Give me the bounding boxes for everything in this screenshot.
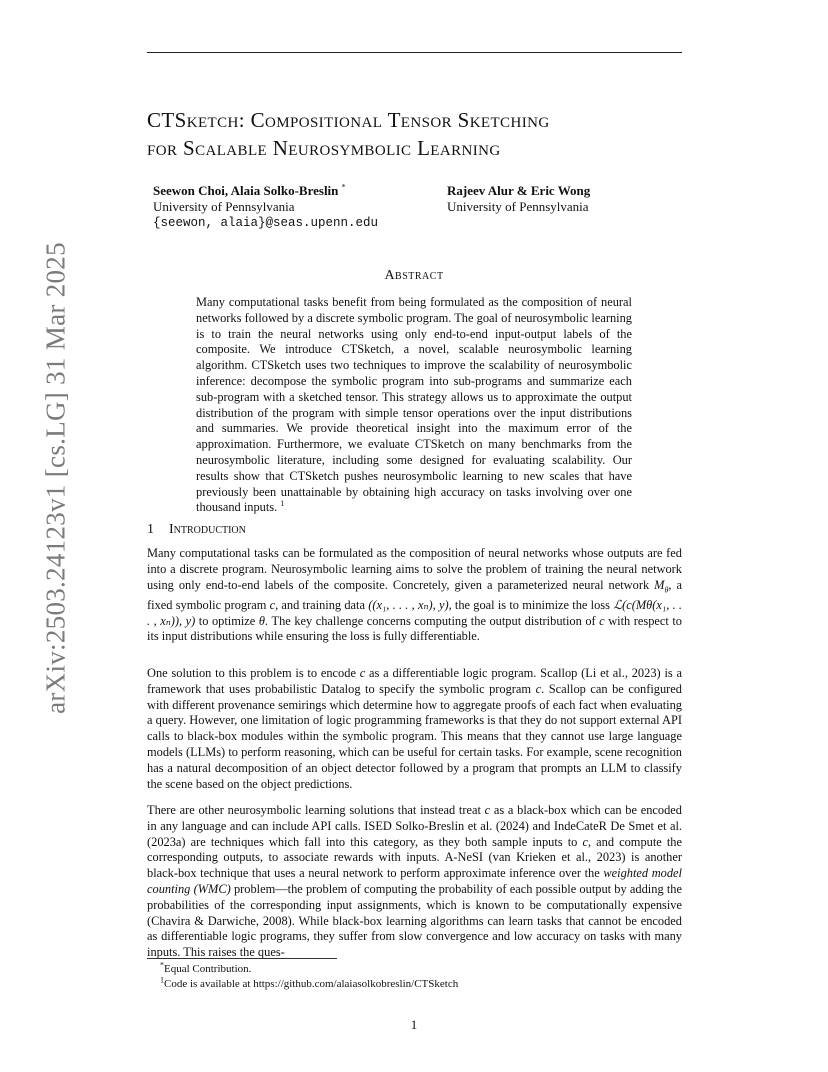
math-symbol-c: c <box>359 666 366 680</box>
author-names-right: Rajeev Alur & Eric Wong <box>447 183 591 198</box>
math-symbol-c: c <box>599 613 605 628</box>
footnote-equal-contribution <box>160 962 251 976</box>
equal-contribution-mark: * <box>341 182 346 192</box>
text-run: problem—the problem of computing the probability of each possible output by adding the probabilities of the corresponding input assignments, which is known to be computationally expensive (Chavira & Darwiche, 2008). While black-box learning algorithms can learn tasks that cannot be encoded as differentiable logic programs, they suffer from slow convergence and low accuracy on tasks with many inputs. This raises the ques- <box>147 881 682 960</box>
arxiv-identifier-stamp: arXiv:2503.24123v1 [cs.LG] 31 Mar 2025 <box>40 242 71 714</box>
math-symbol-c: c <box>582 834 588 849</box>
section-number: 1 <box>147 522 154 537</box>
math-subscript-theta: θ <box>664 585 669 595</box>
footnote-mark: 1 <box>160 975 164 985</box>
emphasis-wmc: weighted model counting (WMC) <box>147 866 682 896</box>
intro-paragraph-1 <box>147 546 682 645</box>
text-run: , and training data <box>275 597 369 612</box>
author-block-right <box>447 183 590 215</box>
text-run: , and compute the corresponding outputs, to associate rewards with inputs. A-NeSI (van Krieken et al., 2023) is another black-box technique that uses a neural network to perform approximate inference over the <box>147 834 682 881</box>
footnote-code-availability <box>160 977 458 991</box>
affiliation-left: University of Pennsylvania <box>153 199 295 214</box>
paper-title-line-1: CTSketch: Compositional Tensor Sketching <box>147 108 550 132</box>
section-title: Introduction <box>169 522 246 537</box>
abstract-footnote-ref: 1 <box>280 499 285 509</box>
footnote-rule <box>147 958 337 959</box>
text-run: to optimize <box>195 613 259 628</box>
footnote-text: Equal Contribution. <box>164 963 252 975</box>
text-run: . The key challenge concerns computing the output distribution of <box>264 613 600 628</box>
footnote-mark: * <box>160 960 164 970</box>
intro-paragraph-2 <box>147 666 682 792</box>
text-run: as a differentiable logic program. Scallop (Li et al., 2023) is a framework that uses probabilistic Datalog to specify the symbolic program <box>147 666 682 696</box>
math-symbol-c: c <box>484 803 491 817</box>
text-run: as a black-box which can be encoded in any language and can include API calls. ISED Solko-Breslin et al. (2024) and IndeCateR De Smet et al. (2023a) are techniques which fall into this category, as they both sample inputs to <box>147 803 683 849</box>
math-symbol-theta: θ <box>258 613 265 628</box>
abstract-heading: Abstract <box>384 268 444 283</box>
text-run: . Scallop can be configured with different provenance semirings which determine how to aggregate proofs of each fact when evaluating a query. However, one limitation of logic programming frameworks is that they do not support external API calls to black-box modules within the symbolic program. This means that they cannot use large language models (LLMs) to perform reasoning, which can be useful for certain tasks. For example, scene recognition has a natural decomposition of an object detector followed by a program that prompts an LLM to classify the scene based on the object predictions. <box>147 681 682 791</box>
intro-paragraph-3 <box>147 803 682 961</box>
text-run: One solution to this problem is to encode <box>147 666 360 680</box>
math-symbol-c: c <box>535 681 542 696</box>
footnote-text: Code is available at https://github.com/alaiasolkobreslin/CTSketch <box>164 978 459 990</box>
author-names-left: Seewon Choi, Alaia Solko-Breslin <box>153 183 339 198</box>
math-training-data: ((x₁, . . . , xₙ), y) <box>368 597 449 612</box>
math-symbol-M: M <box>654 577 665 592</box>
section-heading-introduction <box>147 522 246 538</box>
abstract-body-text: Many computational tasks benefit from being formulated as the composition of neural networks followed by a discrete symbolic program. The goal of neurosymbolic learning is to train the neural networks using only end-to-end input-output labels of the composite. We introduce CTSketch, a novel, scalable neurosymbolic learning algorithm. CTSketch uses two techniques to improve the scalability of neurosymbolic inference: decompose the symbolic program into sub-programs and summarize each sub-program with a sketched tensor. This strategy allows us to approximate the output distribution of the program with simple tensor operations over the input distributions and summaries. We provide theoretical insight into the maximum error of the approximation. Furthermore, we evaluate CTSketch on many benchmarks from the neurosymbolic literature, including some designed for evaluating scalability. Our results show that CTSketch pushes neurosymbolic learning to new scales that have previously been unattainable by obtaining high accuracy on tasks involving over one thousand inputs. <box>196 295 632 515</box>
title-top-rule <box>147 52 682 53</box>
text-run: , the goal is to minimize the loss <box>448 597 614 612</box>
math-symbol-c: c <box>269 597 276 612</box>
abstract-text <box>196 295 632 516</box>
text-run: There are other neurosymbolic learning solutions that instead treat <box>147 803 485 817</box>
author-block-left <box>153 183 378 231</box>
text-run: with respect to its input distributions while ensuring the loss is fully differentiable. <box>147 613 682 644</box>
math-loss: ℒ(c(Mθ(x₁, . . . , xₙ)), y) <box>147 597 682 628</box>
text-run: , a fixed symbolic program <box>147 577 682 612</box>
affiliation-right: University of Pennsylvania <box>447 199 589 214</box>
page-number: 1 <box>410 1017 418 1032</box>
text-run: Many computational tasks can be formulated as the composition of neural networks whose outputs are fed into a discrete program. Neurosymbolic learning aims to solve the problem of training the neural network using only end-to-end labels of the composite. Concretely, given a parameterized neural network <box>147 546 682 592</box>
paper-title-line-2: for Scalable Neurosymbolic Learning <box>147 136 501 160</box>
author-emails: {seewon, alaia}@seas.upenn.edu <box>153 216 379 230</box>
